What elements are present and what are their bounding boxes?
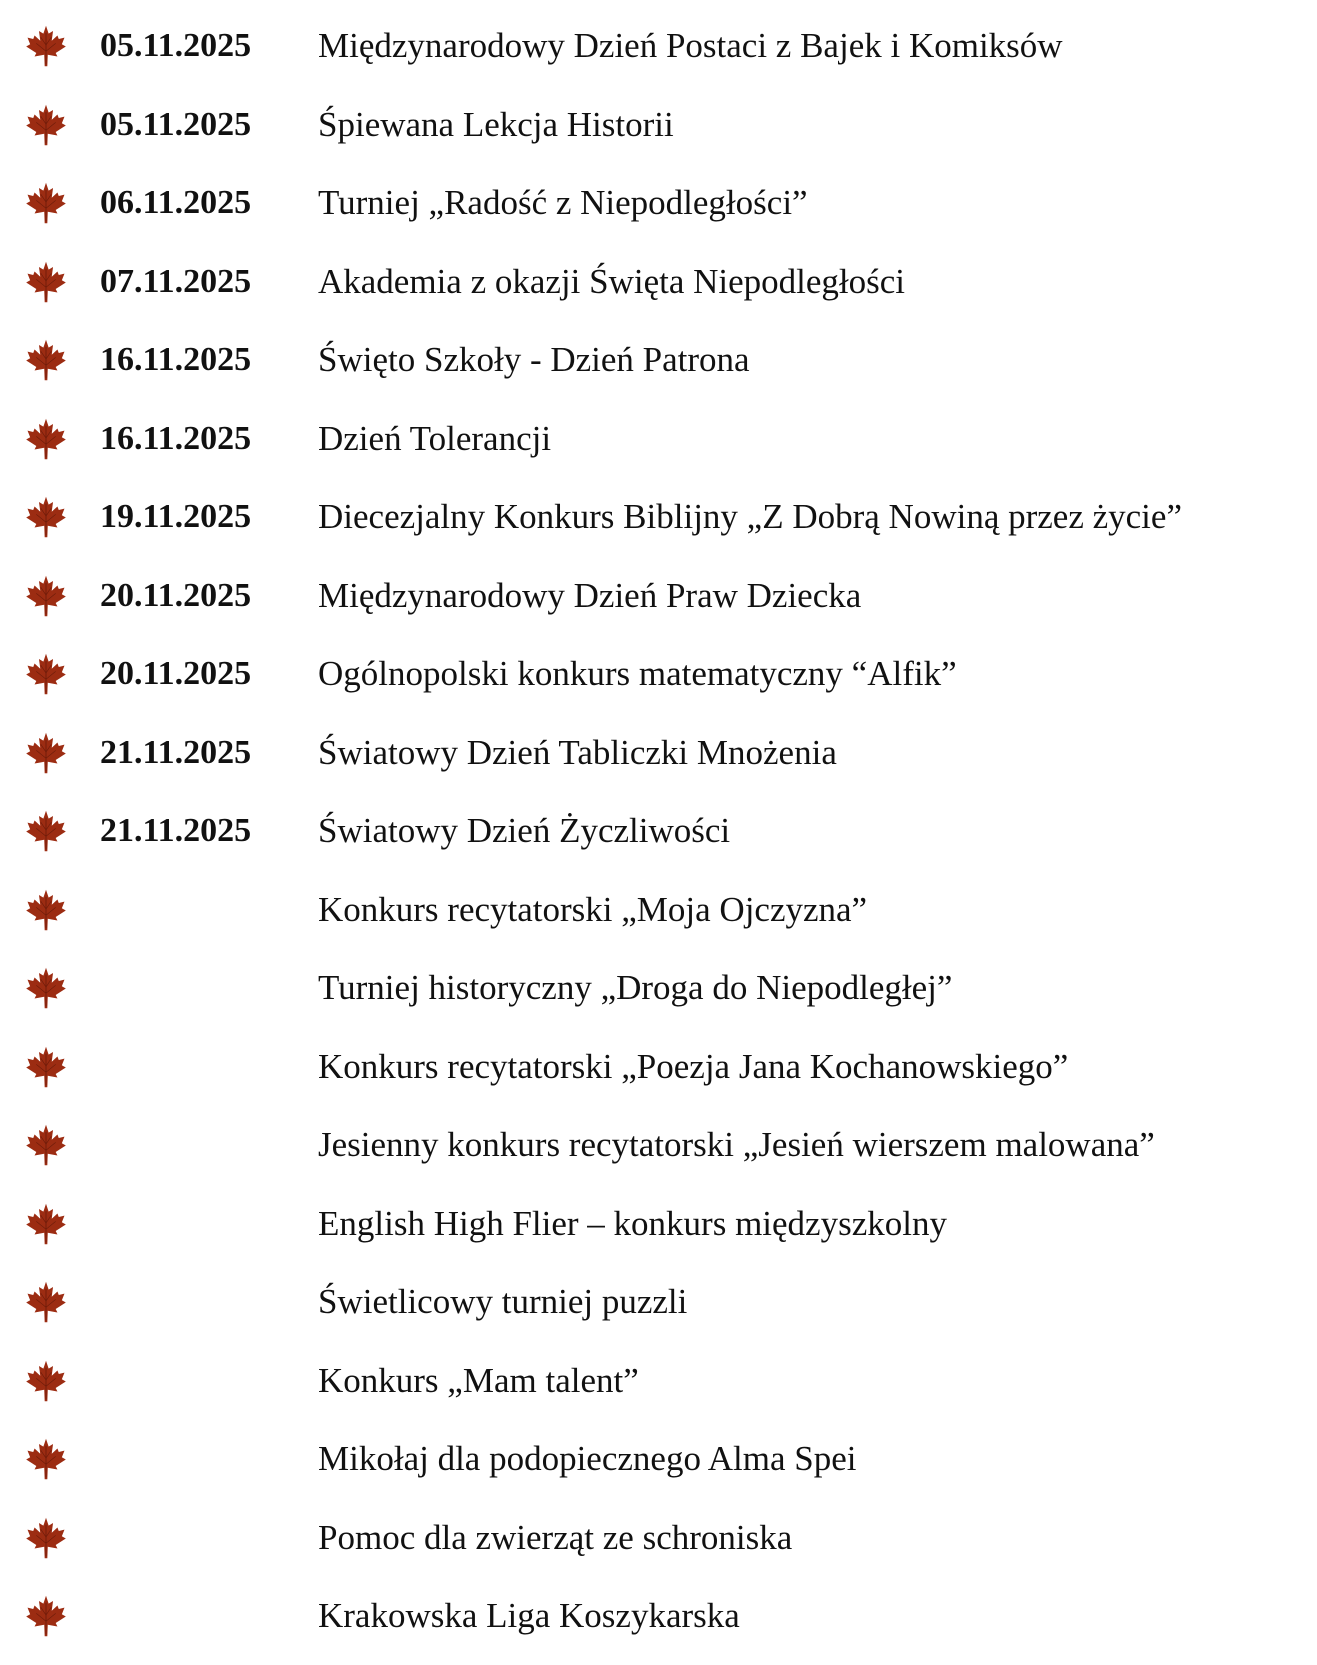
list-item bbox=[0, 1272, 1317, 1332]
list-item bbox=[0, 723, 1317, 783]
event-title: Konkurs „Mam talent” bbox=[318, 1360, 639, 1400]
list-item bbox=[0, 1194, 1317, 1254]
event-title: Turniej „Radość z Niepodległości” bbox=[318, 183, 808, 222]
maple-leaf-icon bbox=[24, 1359, 68, 1403]
list-item bbox=[0, 880, 1317, 940]
maple-leaf-icon bbox=[24, 731, 68, 775]
list-item bbox=[0, 173, 1317, 233]
maple-leaf-icon bbox=[24, 1437, 68, 1481]
event-date: 05.11.2025 bbox=[100, 105, 252, 143]
event-date: 21.11.2025 bbox=[100, 733, 252, 771]
event-title: Turniej historyczny „Droga do Niepodległej” bbox=[318, 968, 953, 1007]
event-title: Mikołaj dla podopiecznego Alma Spei bbox=[318, 1439, 857, 1478]
maple-leaf-icon bbox=[24, 966, 68, 1010]
maple-leaf-icon bbox=[24, 103, 68, 147]
maple-leaf-icon bbox=[24, 1280, 68, 1324]
event-title: Konkurs recytatorski „Poezja Jana Kochanowskiego” bbox=[318, 1046, 1069, 1086]
event-title: Międzynarodowy Dzień Postaci z Bajek i Komiksów bbox=[318, 26, 1063, 65]
maple-leaf-icon bbox=[24, 1123, 68, 1167]
list-item bbox=[0, 801, 1317, 861]
list-item bbox=[0, 487, 1317, 547]
event-title: Ogólnopolski konkurs matematyczny “Alfik” bbox=[318, 654, 957, 693]
maple-leaf-icon bbox=[24, 338, 68, 382]
event-title: Krakowska Liga Koszykarska bbox=[318, 1596, 740, 1635]
event-date: 05.11.2025 bbox=[100, 27, 252, 64]
list-item bbox=[0, 16, 1317, 76]
event-date: 21.11.2025 bbox=[100, 812, 252, 849]
event-date: 16.11.2025 bbox=[100, 341, 252, 378]
maple-leaf-icon bbox=[24, 652, 68, 696]
list-item bbox=[0, 1586, 1317, 1646]
list-item bbox=[0, 330, 1317, 390]
event-title: Konkurs recytatorski „Moja Ojczyzna” bbox=[318, 889, 868, 929]
maple-leaf-icon bbox=[24, 888, 68, 932]
maple-leaf-icon bbox=[24, 1594, 68, 1638]
event-title: Międzynarodowy Dzień Praw Dziecka bbox=[318, 575, 862, 615]
event-title: English High Flier – konkurs międzyszkolny bbox=[318, 1203, 947, 1243]
list-item bbox=[0, 1351, 1317, 1411]
event-title: Świetlicowy turniej puzzli bbox=[318, 1282, 688, 1321]
event-title: Dzień Tolerancji bbox=[318, 418, 552, 458]
list-item bbox=[0, 95, 1317, 155]
maple-leaf-icon bbox=[24, 24, 68, 68]
event-date: 20.11.2025 bbox=[100, 576, 252, 614]
maple-leaf-icon bbox=[24, 1045, 68, 1089]
list-item bbox=[0, 1115, 1317, 1175]
event-title: Światowy Dzień Życzliwości bbox=[318, 811, 731, 850]
list-item bbox=[0, 644, 1317, 704]
event-title: Święto Szkoły - Dzień Patrona bbox=[318, 340, 750, 379]
list-item bbox=[0, 958, 1317, 1018]
event-date: 06.11.2025 bbox=[100, 184, 252, 221]
maple-leaf-icon bbox=[24, 417, 68, 461]
maple-leaf-icon bbox=[24, 574, 68, 618]
list-item bbox=[0, 1508, 1317, 1568]
list-item bbox=[0, 1037, 1317, 1097]
event-date: 16.11.2025 bbox=[100, 419, 252, 457]
list-item bbox=[0, 409, 1317, 469]
event-title: Akademia z okazji Święta Niepodległości bbox=[318, 261, 906, 301]
event-title: Światowy Dzień Tabliczki Mnożenia bbox=[318, 732, 837, 772]
list-item bbox=[0, 252, 1317, 312]
maple-leaf-icon bbox=[24, 495, 68, 539]
list-item bbox=[0, 1429, 1317, 1489]
event-title: Diecezjalny Konkurs Biblijny „Z Dobrą Nowiną przez życie” bbox=[318, 497, 1182, 536]
maple-leaf-icon bbox=[24, 1516, 68, 1560]
event-title: Śpiewana Lekcja Historii bbox=[318, 104, 674, 144]
maple-leaf-icon bbox=[24, 260, 68, 304]
maple-leaf-icon bbox=[24, 181, 68, 225]
event-date: 07.11.2025 bbox=[100, 262, 252, 300]
event-date: 19.11.2025 bbox=[100, 498, 252, 535]
event-title: Jesienny konkurs recytatorski „Jesień wierszem malowana” bbox=[318, 1125, 1155, 1164]
list-item bbox=[0, 566, 1317, 626]
event-title: Pomoc dla zwierząt ze schroniska bbox=[318, 1517, 793, 1557]
maple-leaf-icon bbox=[24, 1202, 68, 1246]
event-date: 20.11.2025 bbox=[100, 655, 252, 692]
maple-leaf-icon bbox=[24, 809, 68, 853]
